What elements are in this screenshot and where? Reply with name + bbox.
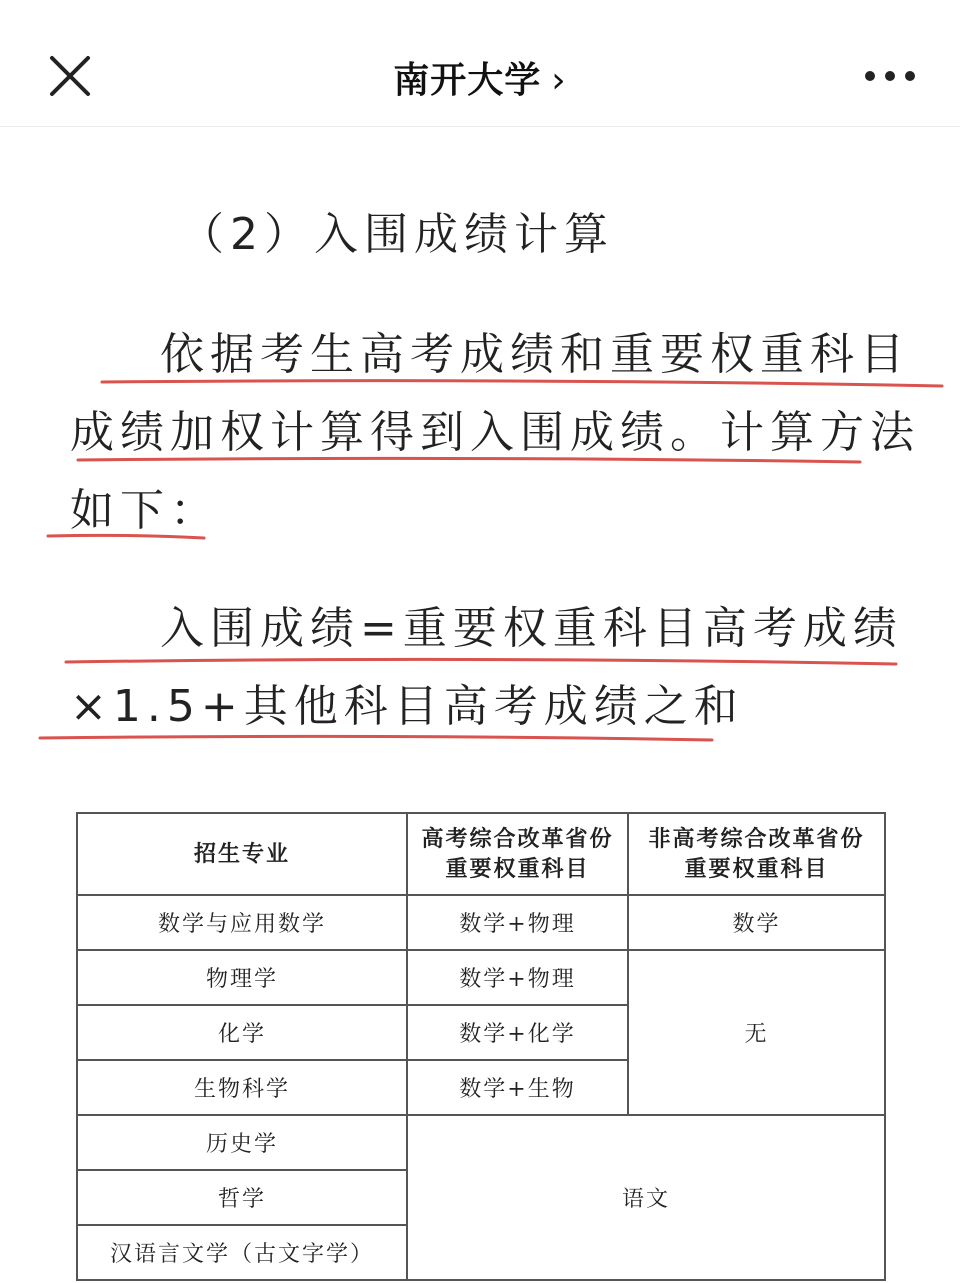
cell-reform: 数学+物理 [407, 895, 628, 950]
header-nonreform [628, 813, 885, 895]
paragraph-line-3: 如下： [70, 485, 220, 536]
cell-major: 化学 [77, 1005, 407, 1060]
table-row [77, 895, 885, 950]
red-underlines [0, 126, 960, 766]
table-header-row [77, 813, 885, 895]
paragraph-line-1: 依据考生高考成绩和重要权重科目 [160, 329, 910, 380]
header-reform [407, 813, 628, 895]
major-table [76, 812, 886, 1281]
table-row [77, 950, 885, 1005]
cell-reform: 数学+物理 [407, 950, 628, 1005]
cell-major: 物理学 [77, 950, 407, 1005]
cell-major: 哲学 [77, 1170, 407, 1225]
header-reform-line2: 重要权重科目 [445, 856, 590, 882]
article-body [0, 126, 960, 1283]
account-title[interactable] [0, 52, 960, 103]
section-title: （2）入围成绩计算 [180, 209, 614, 260]
cell-nonreform-merged: 无 [628, 950, 885, 1115]
cell-reform: 数学+生物 [407, 1060, 628, 1115]
cell-major: 历史学 [77, 1115, 407, 1170]
formula-line-1: 入围成绩=重要权重科目高考成绩 [160, 603, 903, 654]
chevron-right-icon[interactable]: › [551, 60, 567, 101]
cell-nonreform: 数学 [628, 895, 885, 950]
cell-major: 数学与应用数学 [77, 895, 407, 950]
cell-reform: 数学+化学 [407, 1005, 628, 1060]
account-name[interactable]: 南开大学 [393, 60, 542, 101]
table-row [77, 1115, 885, 1170]
header-major: 招生专业 [77, 813, 407, 895]
cell-major: 生物科学 [77, 1060, 407, 1115]
cell-humanities-merged: 语文 [407, 1115, 885, 1280]
formula-line-2: ×1.5+其他科目高考成绩之和 [70, 681, 744, 732]
header-nonreform-line1: 非高考综合改革省份 [648, 826, 865, 852]
paragraph-line-2: 成绩加权计算得到入围成绩。计算方法 [70, 407, 920, 458]
header-nonreform-line2: 重要权重科目 [684, 856, 829, 882]
header-reform-line1: 高考综合改革省份 [421, 826, 614, 852]
top-bar [0, 0, 960, 127]
cell-major: 汉语言文学（古文字学） [77, 1225, 407, 1280]
more-dots-icon[interactable] [860, 62, 920, 92]
